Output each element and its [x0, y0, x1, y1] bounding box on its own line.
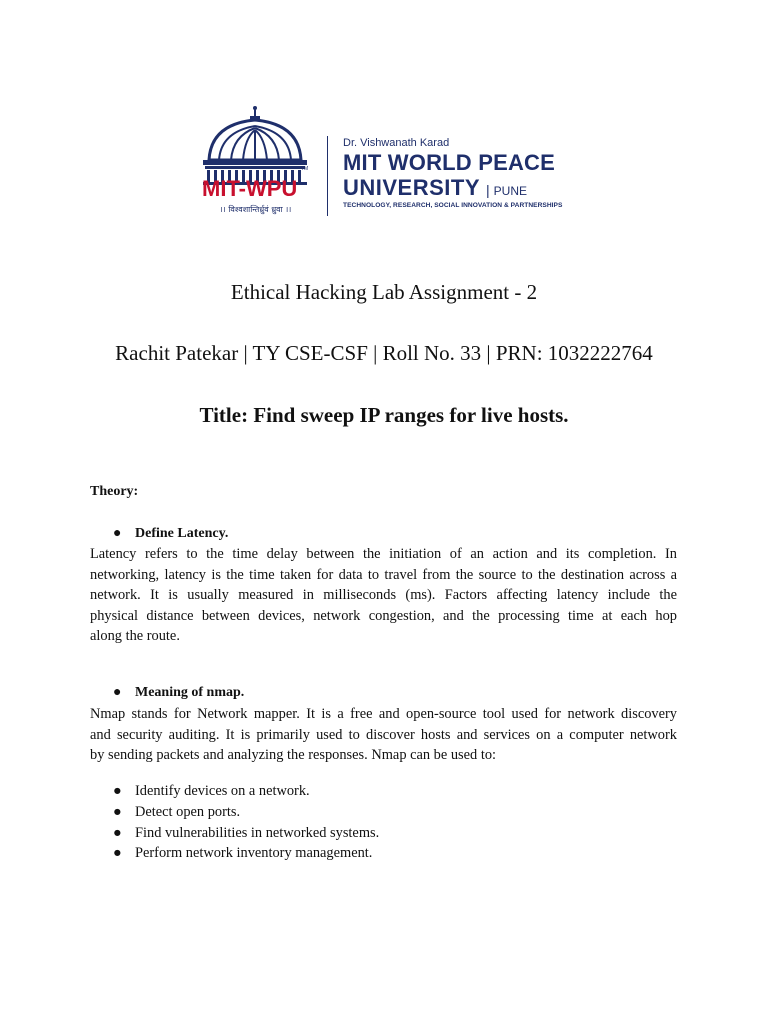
section-heading-text: Define Latency.: [135, 526, 229, 541]
tagline-text: TECHNOLOGY, RESEARCH, SOCIAL INNOVATION & PARTNERSHIPS: [343, 202, 563, 209]
motto-text: ।। विश्वशान्तिर्ध्रुवं ध्रुवा ।।: [219, 205, 292, 214]
bullet-icon: ●: [113, 845, 122, 862]
list-item: [113, 843, 379, 864]
paragraph-line: Latency refers to the time delay between the initiation of an action and its completion. In: [90, 546, 677, 562]
bullet-icon: ●: [113, 803, 122, 820]
paragraph-line: Nmap stands for Network mapper. It is a free and open-source tool used for network discovery: [90, 706, 677, 722]
bullet-icon: ●: [113, 526, 122, 541]
student-info-line: Rachit Patekar | TY CSE-CSF | Roll No. 33 | PRN: 1032222764: [115, 341, 653, 365]
trademark-text: TM: [301, 166, 309, 172]
section-heading-latency: [113, 526, 228, 542]
paragraph-line: by sending packets and analyzing the responses. Nmap can be used to:: [90, 747, 497, 764]
list-item: [113, 781, 379, 802]
brand-text: MIT-WPU: [202, 176, 298, 201]
university-name-line1: MIT WORLD PEACE: [343, 150, 555, 175]
bullet-icon: ●: [113, 783, 122, 799]
list-item-text: Perform network inventory management.: [135, 845, 373, 862]
list-item: [113, 802, 379, 823]
mit-wpu-emblem: [193, 104, 318, 222]
university-logo: [193, 104, 573, 222]
founder-prefix: Dr. Vishwanath Karad: [343, 137, 450, 149]
bullet-icon: ●: [113, 824, 122, 841]
paragraph-line: physical distance between devices, network congestion, and the processing time at each hop: [90, 607, 677, 624]
university-name-block: [343, 136, 583, 209]
paragraph-line: networking, latency is the time taken for data to travel from the source to the destination across a: [90, 566, 677, 583]
section-heading-nmap: [113, 685, 244, 701]
document-title: Title: Find sweep IP ranges for live hosts.: [199, 403, 569, 427]
paragraph-line: along the route.: [90, 628, 180, 645]
city-text: PUNE: [493, 184, 528, 198]
nmap-paragraph: [90, 704, 677, 766]
nmap-uses-list: [113, 781, 379, 864]
list-item-text: Identify devices on a network.: [135, 783, 310, 799]
latency-paragraph: [90, 544, 677, 647]
paragraph-line: and security auditing. It is primarily used to discover hosts and services on a computer network: [90, 726, 677, 743]
assignment-heading: Ethical Hacking Lab Assignment - 2: [230, 280, 538, 304]
list-item-text: Find vulnerabilities in networked systems.: [135, 824, 380, 841]
city-separator: |: [486, 182, 490, 198]
university-name-line2: UNIVERSITY: [343, 175, 481, 200]
list-item-text: Detect open ports.: [135, 803, 241, 820]
paragraph-line: network. It is usually measured in milliseconds (ms). Factors affecting latency include the: [90, 587, 677, 604]
bullet-icon: ●: [113, 685, 122, 700]
list-item: [113, 823, 379, 844]
theory-label: Theory:: [90, 484, 139, 499]
logo-divider: [327, 136, 328, 216]
section-heading-text: Meaning of nmap.: [135, 685, 245, 700]
